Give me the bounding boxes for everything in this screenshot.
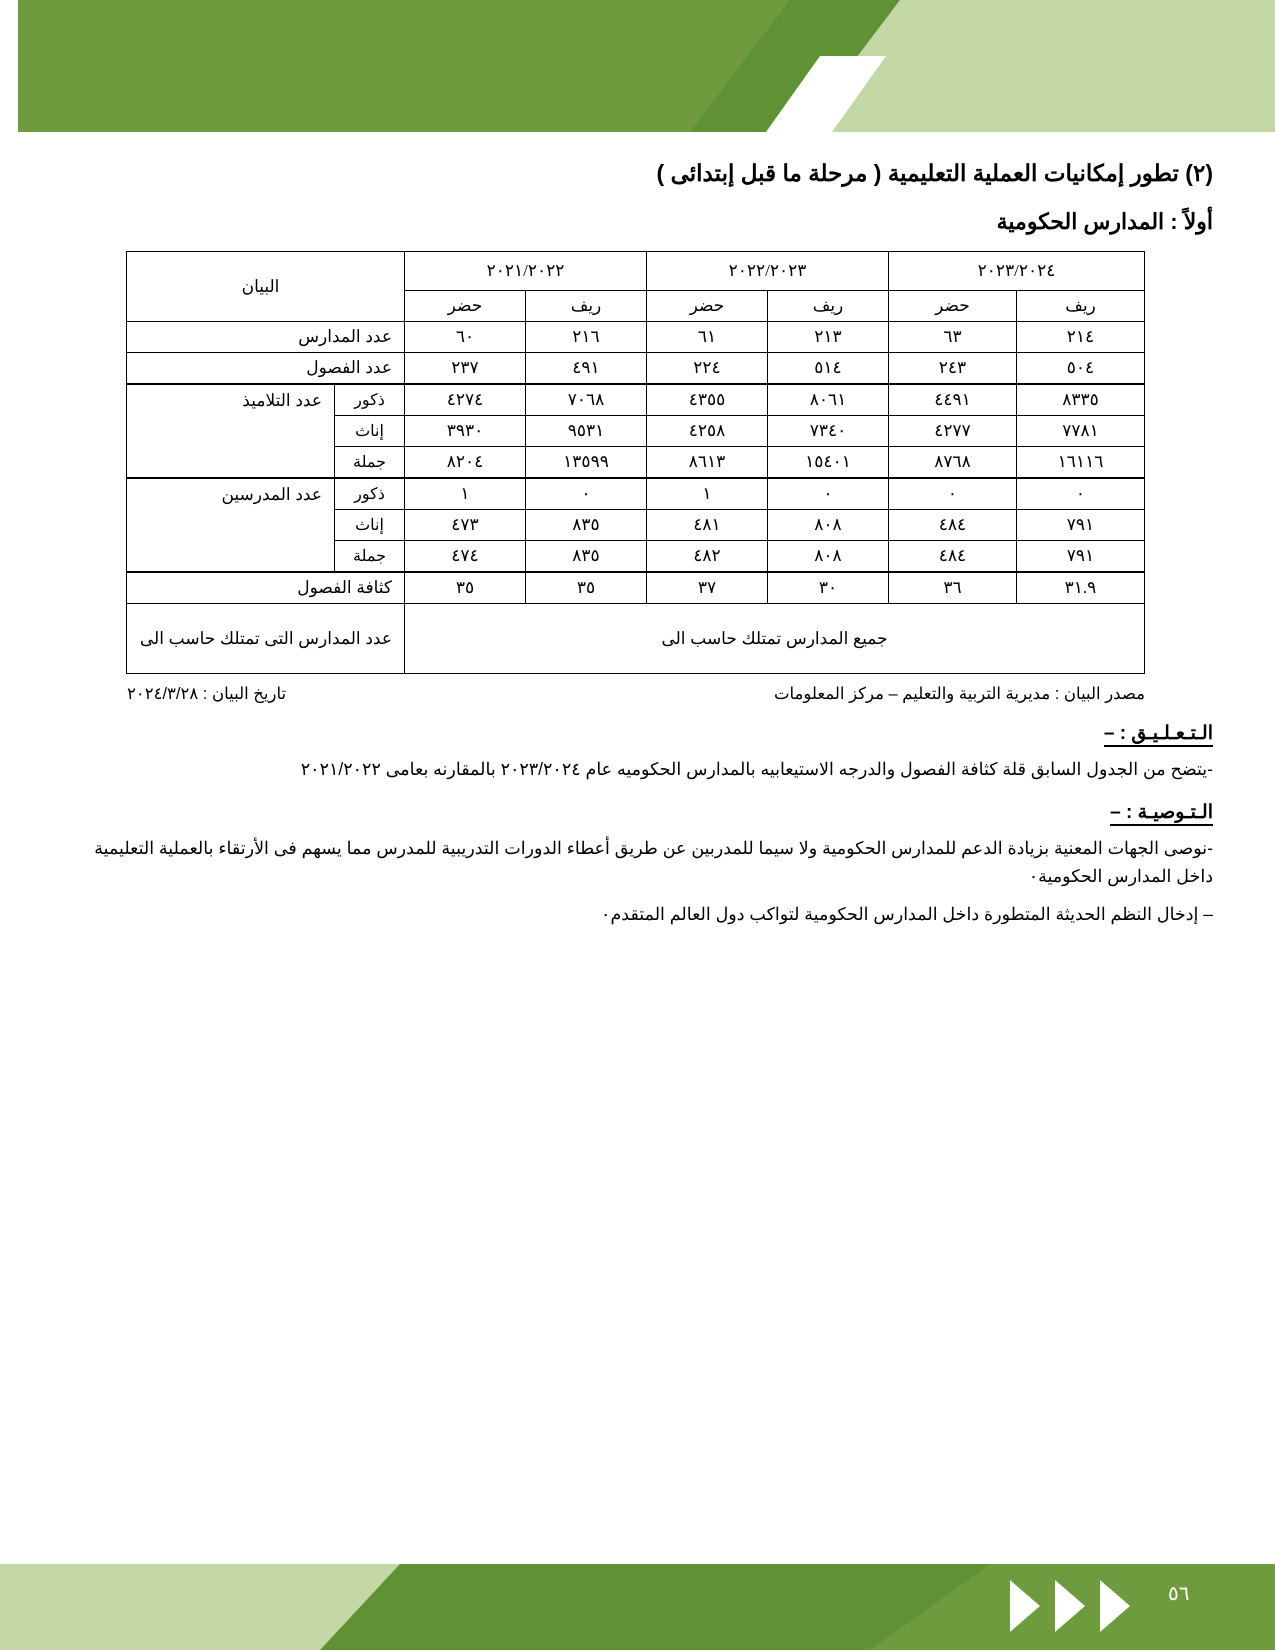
table-row xyxy=(126,353,1144,385)
subheader-urban-1: حضر xyxy=(889,291,1017,322)
source-date: تاريخ البيان : ٢٠٢٤/٣/٢٨ xyxy=(127,685,287,703)
cell-value: ٦٣ xyxy=(889,322,1017,353)
subheader-rural-3: ريف xyxy=(526,291,647,322)
cell-value: ٧٩١ xyxy=(1017,541,1145,573)
cell-computers-value: جميع المدارس تمتلك حاسب الى xyxy=(405,604,1145,674)
recommendation-text-2: – إدخال النظم الحديثة المتطورة داخل المدارس الحكومية لتواكب دول العالم المتقدم٠ xyxy=(601,904,1213,924)
recommendation-text-1: -نوصى الجهات المعنية بزيادة الدعم للمدارس الحكومية ولا سيما للمدربين عن طريق أعطاء الدورات التدريبية للمدرس مما يسهم فى الأرتقاء بالعملية التعليمية داخل المدارس الحكومية٠ xyxy=(94,838,1213,886)
table-row xyxy=(126,572,1144,604)
cell-value: ٨٣٣٥ xyxy=(1017,384,1145,416)
cell-value: ٠ xyxy=(1017,478,1145,510)
cell-value: ٤٨٤ xyxy=(889,510,1017,541)
row-label-teachers: عدد المدرسين xyxy=(126,478,334,572)
row-label-computers: عدد المدارس التى تمتلك حاسب الى xyxy=(126,604,404,674)
cell-value: ٨٢٠٤ xyxy=(405,447,526,479)
subheader-urban-3: حضر xyxy=(405,291,526,322)
education-statistics-table xyxy=(126,251,1145,674)
subheader-urban-2: حضر xyxy=(647,291,768,322)
cell-value: ٨٠٦١ xyxy=(768,384,889,416)
recommendation-heading-text: الـتـوصيـة : – xyxy=(1110,802,1213,826)
cell-value: ٤٢٧٤ xyxy=(405,384,526,416)
sub-label-female: إناث xyxy=(335,510,405,541)
cell-value: ٣٧ xyxy=(647,572,768,604)
cell-value: ٤٧٣ xyxy=(405,510,526,541)
cell-value: ٧٠٦٨ xyxy=(526,384,647,416)
cell-value: ٣٥ xyxy=(405,572,526,604)
table-row xyxy=(126,604,1144,674)
cell-value: ٩٥٣١ xyxy=(526,416,647,447)
cell-value: ٧٩١ xyxy=(1017,510,1145,541)
cell-value: ٤٨٤ xyxy=(889,541,1017,573)
cell-value: ٢١٤ xyxy=(1017,322,1145,353)
cell-value: ٨٠٨ xyxy=(768,510,889,541)
cell-value: ٦٠ xyxy=(405,322,526,353)
source-row xyxy=(127,684,1145,704)
cell-value: ١ xyxy=(405,478,526,510)
cell-value: ١٦١١٦ xyxy=(1017,447,1145,479)
cell-value: ٣٠ xyxy=(768,572,889,604)
cell-value: ٤٨٢ xyxy=(647,541,768,573)
page-content xyxy=(0,132,1275,928)
cell-value: ٠ xyxy=(526,478,647,510)
table-row xyxy=(126,478,1144,510)
cell-value: ٧٣٤٠ xyxy=(768,416,889,447)
table-row xyxy=(126,322,1144,353)
cell-value: ٠ xyxy=(889,478,1017,510)
cell-value: ٨٦١٣ xyxy=(647,447,768,479)
year-header-2021-2022: ٢٠٢١/٢٠٢٢ xyxy=(405,252,647,291)
cell-value: ٧٧٨١ xyxy=(1017,416,1145,447)
statement-header: البيان xyxy=(126,252,404,322)
cell-value: ٥١٤ xyxy=(768,353,889,385)
page-footer-decoration xyxy=(0,1530,1275,1650)
cell-value: ٢١٦ xyxy=(526,322,647,353)
cell-value: ٣٥ xyxy=(526,572,647,604)
sub-label-male: ذكور xyxy=(335,384,405,416)
cell-value: ٤٧٤ xyxy=(405,541,526,573)
table-header-years xyxy=(126,252,1144,291)
cell-value: ٤٩١ xyxy=(526,353,647,385)
recommendation-heading xyxy=(60,801,1213,824)
year-header-2023-2024: ٢٠٢٣/٢٠٢٤ xyxy=(889,252,1145,291)
cell-value: ٤٨١ xyxy=(647,510,768,541)
cell-value: ٨٧٦٨ xyxy=(889,447,1017,479)
page-header-decoration xyxy=(0,0,1275,132)
cell-value: ٠ xyxy=(768,478,889,510)
sub-label-total: جملة xyxy=(335,541,405,573)
chevron-left-icon xyxy=(1100,1580,1130,1632)
sub-label-male: ذكور xyxy=(335,478,405,510)
comment-heading-text: الـتـعـلـيـق : – xyxy=(1104,723,1213,747)
cell-value: ٣٩٣٠ xyxy=(405,416,526,447)
cell-value: ٤٣٥٥ xyxy=(647,384,768,416)
cell-value: ٣٦ xyxy=(889,572,1017,604)
table-row xyxy=(126,384,1144,416)
sub-label-total: جملة xyxy=(335,447,405,479)
cell-value: ٤٢٥٨ xyxy=(647,416,768,447)
cell-value: ١٥٤٠١ xyxy=(768,447,889,479)
cell-value: ٤٢٧٧ xyxy=(889,416,1017,447)
page-number: ٥٦ xyxy=(1168,1583,1190,1605)
sub-label-female: إناث xyxy=(335,416,405,447)
cell-value: ٤٤٩١ xyxy=(889,384,1017,416)
cell-value: ٣١.٩ xyxy=(1017,572,1145,604)
comment-heading xyxy=(60,722,1213,745)
subheader-rural-1: ريف xyxy=(1017,291,1145,322)
section-subtitle: أولاً : المدارس الحكومية xyxy=(996,209,1213,234)
row-label-students: عدد التلاميذ xyxy=(126,384,334,478)
cell-value: ٢٢٤ xyxy=(647,353,768,385)
comment-text: -يتضح من الجدول السابق قلة كثافة الفصول والدرجه الاستيعابيه بالمدارس الحكوميه عام ٢٠٢٣/٢٠٢٤ بالمقارنه بعامى ٢٠٢١/٢٠٢٢ xyxy=(300,759,1213,779)
cell-value: ٢٣٧ xyxy=(405,353,526,385)
cell-value: ٨٣٥ xyxy=(526,541,647,573)
cell-value: ١ xyxy=(647,478,768,510)
chevron-left-icon xyxy=(1010,1580,1040,1632)
cell-value: ٨٣٥ xyxy=(526,510,647,541)
cell-value: ٥٠٤ xyxy=(1017,353,1145,385)
subheader-rural-2: ريف xyxy=(768,291,889,322)
cell-value: ١٣٥٩٩ xyxy=(526,447,647,479)
row-label-schools: عدد المدارس xyxy=(126,322,404,353)
source-text: مصدر البيان : مديرية التربية والتعليم – مركز المعلومات xyxy=(773,685,1145,703)
year-header-2022-2023: ٢٠٢٢/٢٠٢٣ xyxy=(647,252,889,291)
cell-value: ٢٤٣ xyxy=(889,353,1017,385)
header-left-margin xyxy=(0,0,18,132)
row-label-class-density: كثافة الفصول xyxy=(126,572,404,604)
cell-value: ٨٠٨ xyxy=(768,541,889,573)
cell-value: ٢١٣ xyxy=(768,322,889,353)
cell-value: ٦١ xyxy=(647,322,768,353)
chevron-left-icon xyxy=(1055,1580,1085,1632)
row-label-classrooms: عدد الفصول xyxy=(126,353,404,385)
page-title: (٢) تطور إمكانيات العملية التعليمية ( مرحلة ما قبل إبتدائى ) xyxy=(656,160,1213,186)
